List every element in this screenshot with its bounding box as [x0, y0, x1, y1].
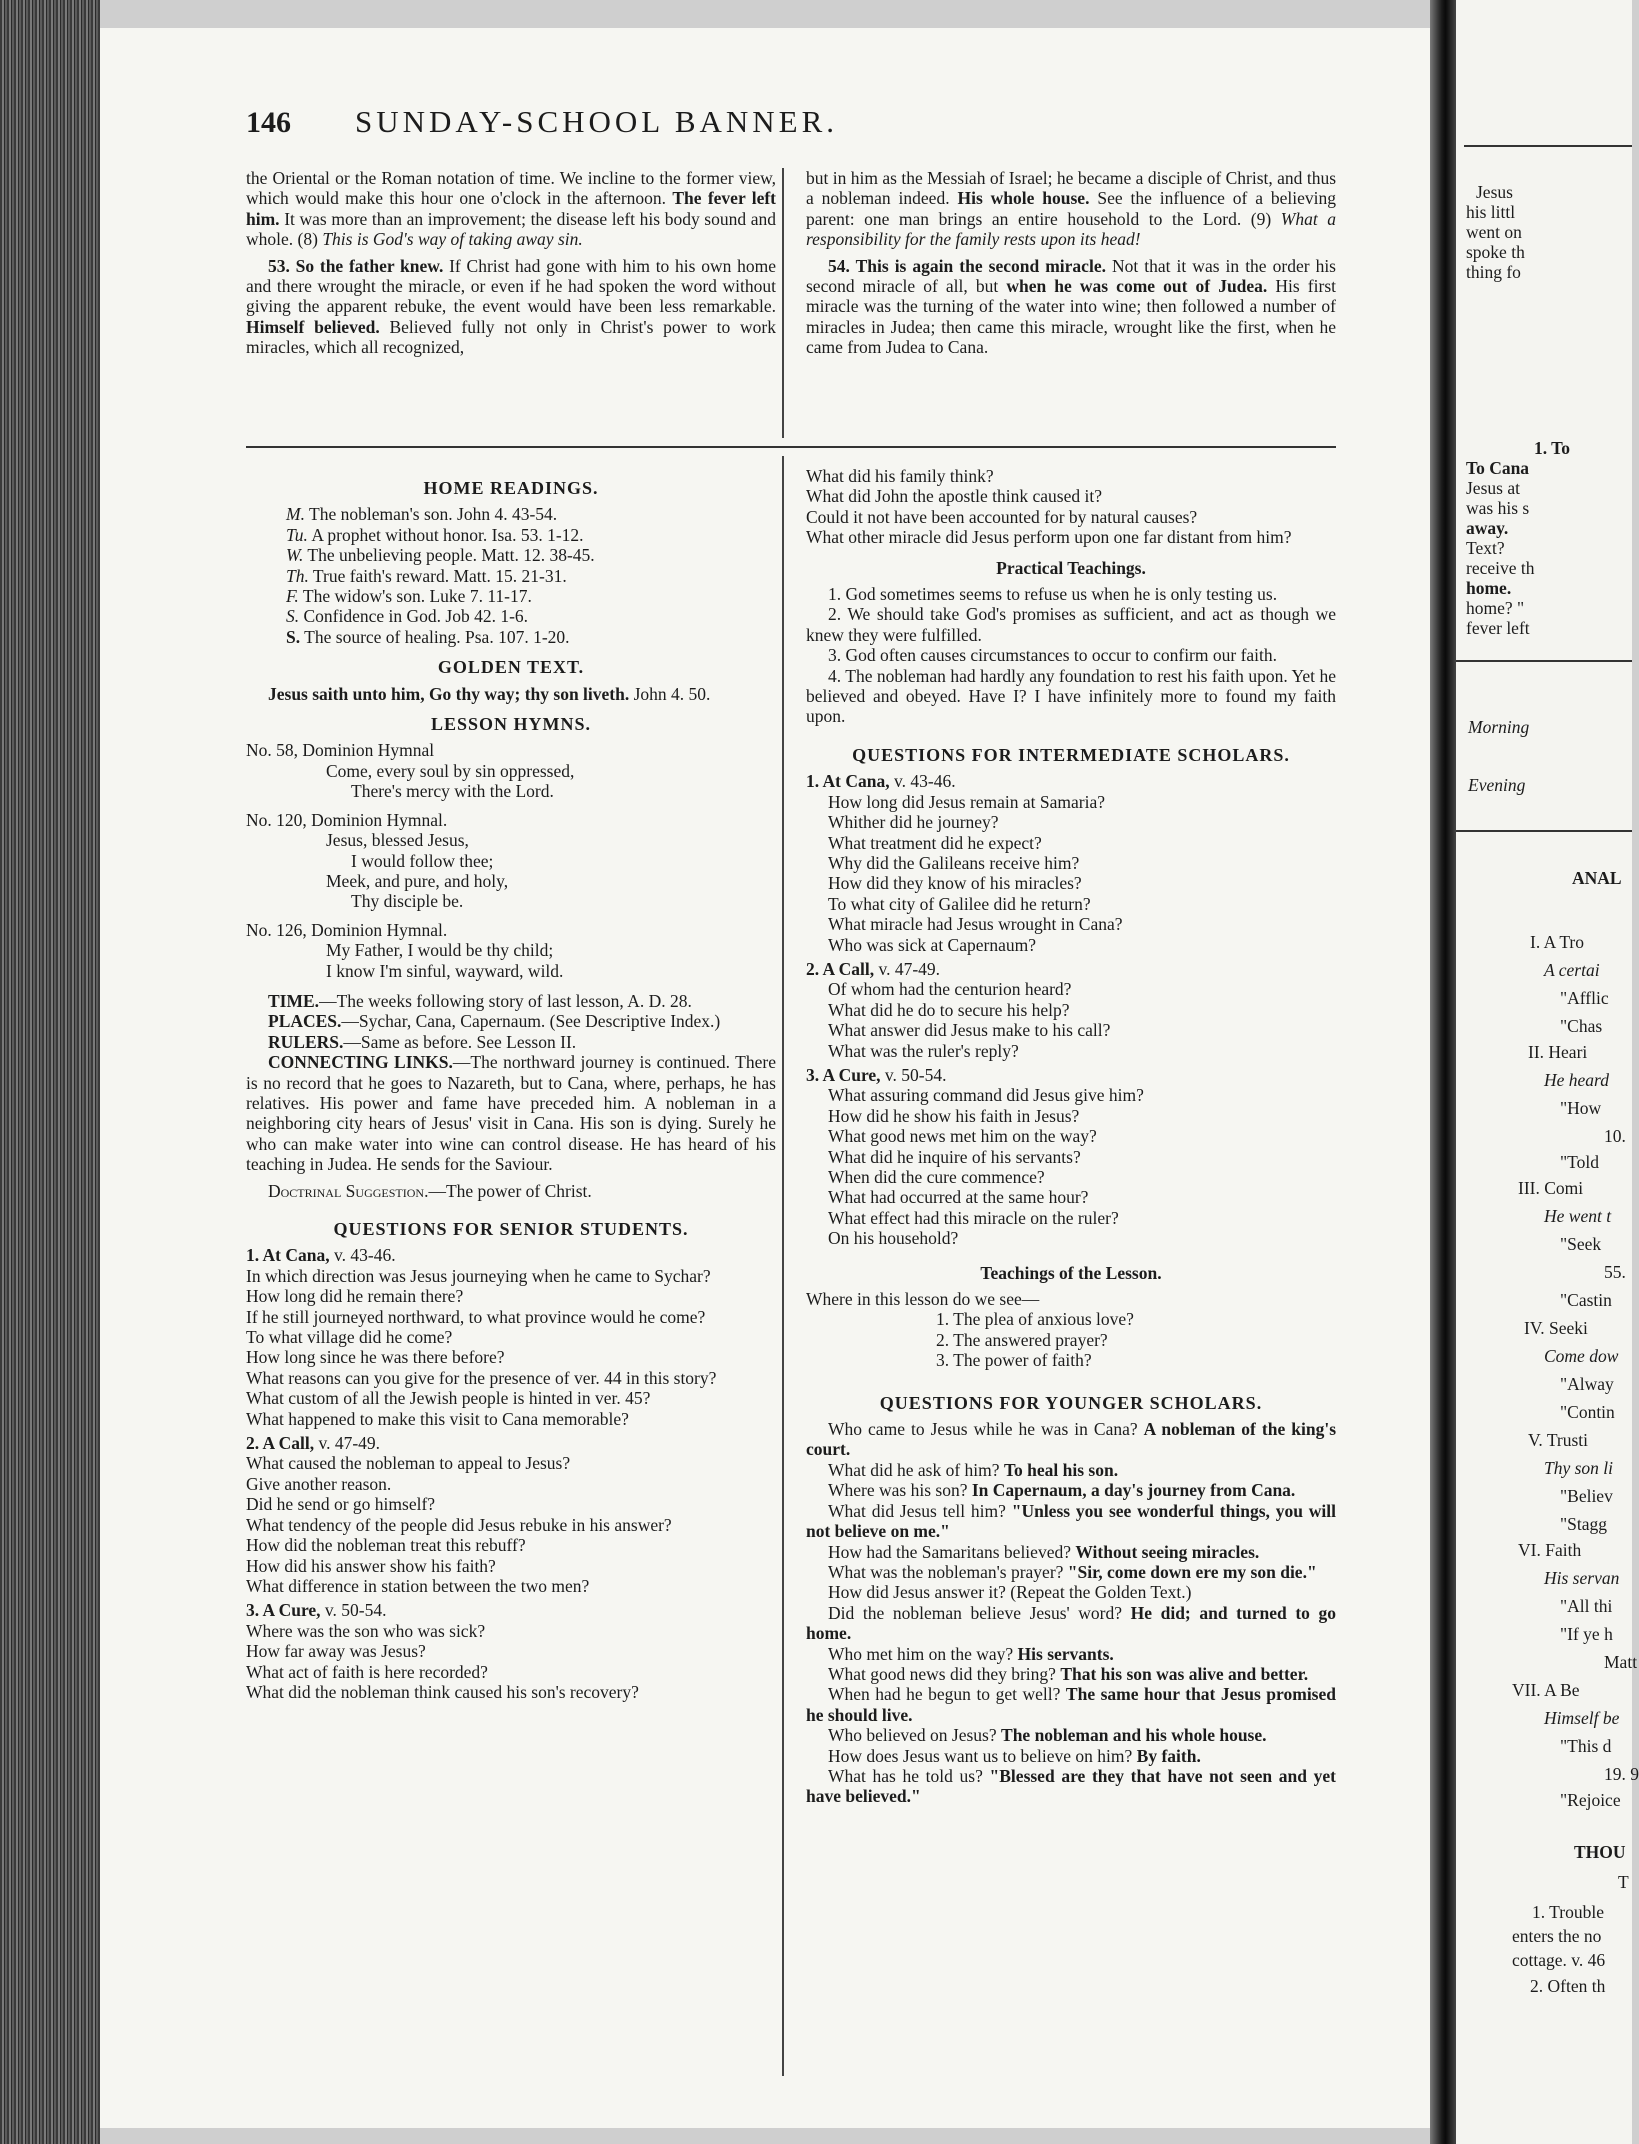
facing-page-line: "This d	[1560, 1736, 1612, 1756]
facing-page-line: He heard	[1544, 1070, 1609, 1090]
qa-item: Who believed on Jesus? The nobleman and his whole house.	[828, 1725, 1267, 1746]
question: What tendency of the people did Jesus rebuke in his answer?	[246, 1514, 672, 1535]
qa-item: What was the nobleman's prayer? "Sir, come down ere my son die."	[828, 1561, 1317, 1582]
senior-section-1: 1. At Cana, v. 43-46.	[246, 1245, 396, 1266]
page-header-title: SUNDAY-SCHOOL BANNER.	[355, 104, 839, 139]
facing-page-line: Jesus	[1476, 182, 1513, 202]
golden-text: Jesus saith unto him, Go thy way; thy son liveth. John 4. 50.	[268, 683, 711, 704]
book-spine	[1430, 0, 1456, 2144]
qa-item: What has he told us? "Blessed are they that have not seen and yet have believed."	[806, 1765, 1336, 1807]
senior-section-2: 2. A Call, v. 47-49.	[246, 1433, 381, 1454]
intermediate-section-3: 3. A Cure, v. 50-54.	[806, 1064, 947, 1085]
reading-item: S. The source of healing. Psa. 107. 1-20.	[286, 626, 570, 647]
facing-page-line: Matt	[1604, 1652, 1638, 1672]
facing-page-line: III. Comi	[1518, 1178, 1584, 1198]
hymn-line: I know I'm sinful, wayward, wild.	[326, 960, 564, 981]
facing-page-line: fever left	[1466, 618, 1530, 638]
hymn-line: Jesus, blessed Jesus,	[326, 830, 469, 851]
facing-page-line: "Rejoice	[1560, 1790, 1621, 1810]
facing-page-line: IV. Seeki	[1524, 1318, 1588, 1338]
section-divider	[246, 446, 1336, 448]
facing-page-line: "How	[1560, 1098, 1602, 1118]
facing-page-line: Jesus at	[1466, 478, 1520, 498]
hymn-line: Come, every soul by sin oppressed,	[326, 760, 575, 781]
facing-page-line: Evening	[1468, 775, 1526, 795]
facing-page-line: 10.	[1604, 1126, 1626, 1146]
facing-page-line: V. Trusti	[1528, 1430, 1589, 1450]
question: How did he show his faith in Jesus?	[828, 1105, 1080, 1126]
time-note: TIME.—The weeks following story of last lesson, A. D. 28.	[268, 990, 692, 1011]
facing-page-line: VI. Faith	[1518, 1540, 1582, 1560]
question: Why did the Galileans receive him?	[828, 852, 1080, 873]
facing-page-line: cottage. v. 46	[1512, 1950, 1606, 1970]
facing-page-line: Himself be	[1544, 1708, 1620, 1728]
facing-page-line: "If ye h	[1560, 1624, 1613, 1644]
facing-page-line: enters the no	[1512, 1926, 1602, 1946]
question: How did the nobleman treat this rebuff?	[246, 1535, 526, 1556]
qa-item: Who came to Jesus while he was in Cana? A nobleman of the king's court.	[806, 1419, 1337, 1460]
reading-item: Tu. A prophet without honor. Isa. 53. 1-12.	[286, 524, 584, 545]
facing-page-line: "Castin	[1560, 1290, 1612, 1310]
paragraph-cont: the Oriental or the Roman notation of time. We incline to the former view, which would make this hour one o'clock in the afternoon. The fever left him. It was more than an improvement; the disease left his body sound and whole. (8) This is God's way of taking away sin.	[246, 168, 777, 250]
question: Did he send or go himself?	[246, 1494, 436, 1515]
question: What good news met him on the way?	[828, 1126, 1097, 1147]
question: Who was sick at Capernaum?	[828, 934, 1036, 955]
question: What happened to make this visit to Cana memorable?	[246, 1408, 629, 1429]
column-divider-main	[782, 456, 784, 2076]
facing-page-line: Thy son li	[1544, 1458, 1614, 1478]
reading-item: S. Confidence in God. Job 42. 1-6.	[286, 606, 529, 627]
question: Of whom had the centurion heard?	[828, 979, 1072, 1000]
question: Whither did he journey?	[828, 812, 999, 833]
question: What did he do to secure his help?	[828, 999, 1070, 1020]
question: What did his family think?	[806, 466, 994, 486]
question: To what city of Galilee did he return?	[828, 893, 1091, 914]
hymn-line: My Father, I would be thy child;	[326, 940, 554, 961]
question: What did John the apostle think caused it?	[806, 486, 1102, 507]
column-divider-top	[782, 168, 784, 438]
question: In which direction was Jesus journeying when he came to Sychar?	[246, 1265, 711, 1286]
facing-page-line: "Seek	[1560, 1234, 1602, 1254]
teachings-intro: Where in this lesson do we see—	[806, 1289, 1040, 1310]
hymn-line: I would follow thee;	[351, 850, 494, 871]
question: What custom of all the Jewish people is hinted in ver. 45?	[246, 1388, 651, 1409]
question: How long did he remain there?	[246, 1286, 464, 1307]
question: What miracle had Jesus wrought in Cana?	[828, 914, 1123, 935]
facing-page-line: "Contin	[1560, 1402, 1615, 1422]
reading-item: F. The widow's son. Luke 7. 11-17.	[286, 586, 532, 607]
facing-page-line: "Alway	[1560, 1374, 1614, 1394]
facing-page-line: ANAL	[1572, 868, 1622, 888]
question: What treatment did he expect?	[828, 832, 1042, 853]
paragraph-cont-right: but in him as the Messiah of Israel; he became a disciple of Christ, and thus a nobleman indeed. His whole house. See the influence of a believing parent: one man brings an entire household to the Lord. (9) What a responsibility for the family rests upon its head!	[806, 168, 1336, 250]
question: What did he inquire of his servants?	[828, 1146, 1081, 1167]
rulers-note: RULERS.—Same as before. See Lesson II.	[268, 1031, 577, 1052]
qa-item: What did Jesus tell him? "Unless you see wonderful things, you will not believe on me."	[806, 1500, 1336, 1542]
teaching-item: 2. The answered prayer?	[936, 1329, 1108, 1350]
question: To what village did he come?	[246, 1327, 453, 1348]
hymn-line: There's mercy with the Lord.	[351, 781, 554, 802]
question: How long since he was there before?	[246, 1347, 505, 1368]
facing-page-line: his littl	[1466, 202, 1516, 222]
home-readings-heading: HOME READINGS.	[423, 478, 599, 498]
question: How did his answer show his faith?	[246, 1555, 496, 1576]
connecting-links-note: CONNECTING LINKS.—The northward journey is continued. There is no record that he goes to Nazareth, but to Cana, where, perhaps, he has relatives. His power and fame have preceded him. A nobleman in a neighboring city hears of Jesus' visit in Cana. His son is dying. Surely he who can make water into wine can control disease. He has heard of his teaching in Judea. He sends for the Saviour.	[246, 1052, 776, 1175]
golden-text-heading: GOLDEN TEXT.	[437, 657, 585, 678]
qa-item: Who met him on the way? His servants.	[828, 1643, 1114, 1664]
question: How did they know of his miracles?	[828, 873, 1082, 894]
question: What assuring command did Jesus give him?	[828, 1085, 1144, 1106]
question: What difference in station between the two men?	[246, 1575, 590, 1596]
hymn-number: No. 58, Dominion Hymnal	[246, 740, 435, 761]
note-53: 53. So the father knew. If Christ had gone with him to his own home and there wrought the miracle, or even if he had spoken the word without giving the apparent rebuke, the event would have been less remarkable. Himself believed. Believed fully not only in Christ's power to work miracles, which all recognized,	[246, 255, 777, 358]
facing-page-line: spoke th	[1466, 242, 1525, 262]
facing-page-line: He went t	[1544, 1206, 1612, 1226]
question: Give another reason.	[246, 1473, 392, 1494]
younger-questions-heading: QUESTIONS FOR YOUNGER SCHOLARS.	[879, 1392, 1263, 1413]
top-left-column	[246, 168, 776, 358]
qa-item: Did the nobleman believe Jesus' word? He did; and turned to go home.	[806, 1602, 1337, 1644]
left-column	[246, 468, 776, 1702]
facing-page-line: home.	[1466, 578, 1512, 598]
qa-item: When had he begun to get well? The same hour that Jesus promised he should live.	[806, 1684, 1336, 1725]
facing-page-line: T	[1618, 1872, 1629, 1892]
facing-page-line: 2. Often th	[1530, 1976, 1606, 1996]
home-readings-list	[246, 504, 776, 647]
facing-page-line: VII. A Be	[1512, 1680, 1580, 1700]
book-page-edges	[0, 0, 100, 2144]
intermediate-questions-heading: QUESTIONS FOR INTERMEDIATE SCHOLARS.	[852, 744, 1290, 765]
facing-page-line: was his s	[1466, 498, 1530, 518]
facing-page-line: "Afflic	[1560, 988, 1609, 1008]
facing-page-line: "Believ	[1560, 1486, 1613, 1506]
senior-section-3: 3. A Cure, v. 50-54.	[246, 1600, 387, 1621]
note-54: 54. This is again the second miracle. Not that it was in the order his second miracle of all, but when he was come out of Judea. His first miracle was the turning of the water into wine; then followed a number of miracles in Judea; then came this miracle, wrought like the first, when he came from Judea to Cana.	[806, 255, 1336, 358]
facing-page-line: away.	[1466, 518, 1509, 538]
facing-page-line: Text?	[1466, 538, 1505, 558]
question: On his household?	[828, 1228, 959, 1249]
facing-page-line: "Chas	[1560, 1016, 1603, 1036]
facing-page-line: His servan	[1544, 1568, 1620, 1588]
facing-page	[1456, 0, 1639, 2144]
reading-item: W. The unbelieving people. Matt. 12. 38-45.	[286, 545, 595, 566]
facing-page-line: A certai	[1544, 960, 1600, 980]
practical-item: 1. God sometimes seems to refuse us when he is only testing us.	[828, 584, 1278, 605]
intermediate-section-2: 2. A Call, v. 47-49.	[806, 958, 941, 979]
question: How far away was Jesus?	[246, 1641, 426, 1662]
question: What answer did Jesus make to his call?	[828, 1020, 1111, 1041]
hymn-number: No. 126, Dominion Hymnal.	[246, 919, 448, 940]
reading-item: Th. True faith's reward. Matt. 15. 21-31.	[286, 565, 567, 586]
facing-page-line: II. Heari	[1528, 1042, 1588, 1062]
facing-page-rule	[1464, 145, 1632, 147]
facing-page-line: 19. 9	[1604, 1764, 1639, 1784]
question: What other miracle did Jesus perform upon one far distant from him?	[806, 527, 1292, 548]
question: What was the ruler's reply?	[828, 1040, 1019, 1061]
facing-page-line: home? "	[1466, 598, 1525, 618]
facing-page-line: "Stagg	[1560, 1514, 1608, 1534]
practical-item: 3. God often causes circumstances to occur to confirm our faith.	[828, 645, 1278, 666]
facing-page-rule	[1456, 660, 1632, 662]
facing-page-line: THOU	[1574, 1842, 1626, 1862]
practical-item: 2. We should take God's promises as sufficient, and act as though we knew they were fulfilled.	[806, 604, 1336, 645]
question: What caused the nobleman to appeal to Jesus?	[246, 1453, 571, 1474]
question: What reasons can you give for the presence of ver. 44 in this story?	[246, 1367, 717, 1388]
facing-page-line: "Told	[1560, 1152, 1599, 1172]
reading-item: M. The nobleman's son. John 4. 43-54.	[286, 504, 558, 525]
top-right-column	[806, 168, 1336, 358]
facing-page-line: Come dow	[1544, 1346, 1619, 1366]
qa-item: Where was his son? In Capernaum, a day's journey from Cana.	[828, 1480, 1296, 1501]
facing-page-line: "All thi	[1560, 1596, 1613, 1616]
facing-page-line: thing fo	[1466, 262, 1521, 282]
facing-page-line: 55.	[1604, 1262, 1626, 1282]
question: What did the nobleman think caused his son's recovery?	[246, 1681, 639, 1702]
facing-page-line: went on	[1466, 222, 1522, 242]
question: If he still journeyed northward, to what province would he come?	[246, 1306, 706, 1327]
question: What had occurred at the same hour?	[828, 1187, 1089, 1208]
question: When did the cure commence?	[828, 1167, 1045, 1187]
hymn-line: Thy disciple be.	[351, 891, 464, 912]
question: What effect had this miracle on the ruler?	[828, 1207, 1119, 1228]
doctrinal-note: Doctrinal Suggestion.—The power of Christ.	[268, 1180, 592, 1201]
teachings-heading: Teachings of the Lesson.	[980, 1262, 1162, 1283]
senior-questions-heading: QUESTIONS FOR SENIOR STUDENTS.	[333, 1219, 689, 1239]
book-page	[100, 28, 1430, 2128]
facing-page-line: 1. To	[1534, 438, 1570, 458]
qa-item: How did Jesus answer it? (Repeat the Golden Text.)	[828, 1582, 1192, 1603]
facing-page-line: Morning	[1468, 717, 1530, 737]
practical-item: 4. The nobleman had hardly any foundation to rest his faith upon. Yet he believed and obeyed. Have I? I have infinitely more to found my faith upon.	[806, 665, 1336, 727]
page-number: 146	[246, 106, 291, 139]
qa-item: How had the Samaritans believed? Without seeing miracles.	[828, 1541, 1260, 1562]
facing-page-line: 1. Trouble	[1532, 1902, 1604, 1922]
qa-item: What good news did they bring? That his son was alive and better.	[828, 1663, 1309, 1684]
question: Where was the son who was sick?	[246, 1620, 486, 1641]
facing-page-rule	[1456, 830, 1632, 832]
question: What act of faith is here recorded?	[246, 1661, 488, 1682]
question: How long did Jesus remain at Samaria?	[828, 791, 1106, 812]
question: Could it not have been accounted for by natural causes?	[806, 506, 1198, 527]
teaching-item: 3. The power of faith?	[936, 1350, 1092, 1371]
hymn-number: No. 120, Dominion Hymnal.	[246, 809, 448, 830]
facing-page-line: To Cana	[1466, 458, 1530, 478]
places-note: PLACES.—Sychar, Cana, Capernaum. (See Descriptive Index.)	[268, 1011, 721, 1032]
practical-teachings-heading: Practical Teachings.	[996, 557, 1146, 578]
facing-page-line: I. A Tro	[1530, 932, 1584, 952]
qa-item: How does Jesus want us to believe on him? By faith.	[828, 1745, 1201, 1766]
teaching-item: 1. The plea of anxious love?	[936, 1309, 1134, 1330]
facing-page-line: receive th	[1466, 558, 1535, 578]
right-column	[806, 466, 1336, 1807]
hymn-line: Meek, and pure, and holy,	[326, 870, 509, 891]
lesson-hymns-heading: LESSON HYMNS.	[430, 714, 592, 735]
qa-item: What did he ask of him? To heal his son.	[828, 1459, 1119, 1480]
intermediate-section-1: 1. At Cana, v. 43-46.	[806, 771, 956, 792]
